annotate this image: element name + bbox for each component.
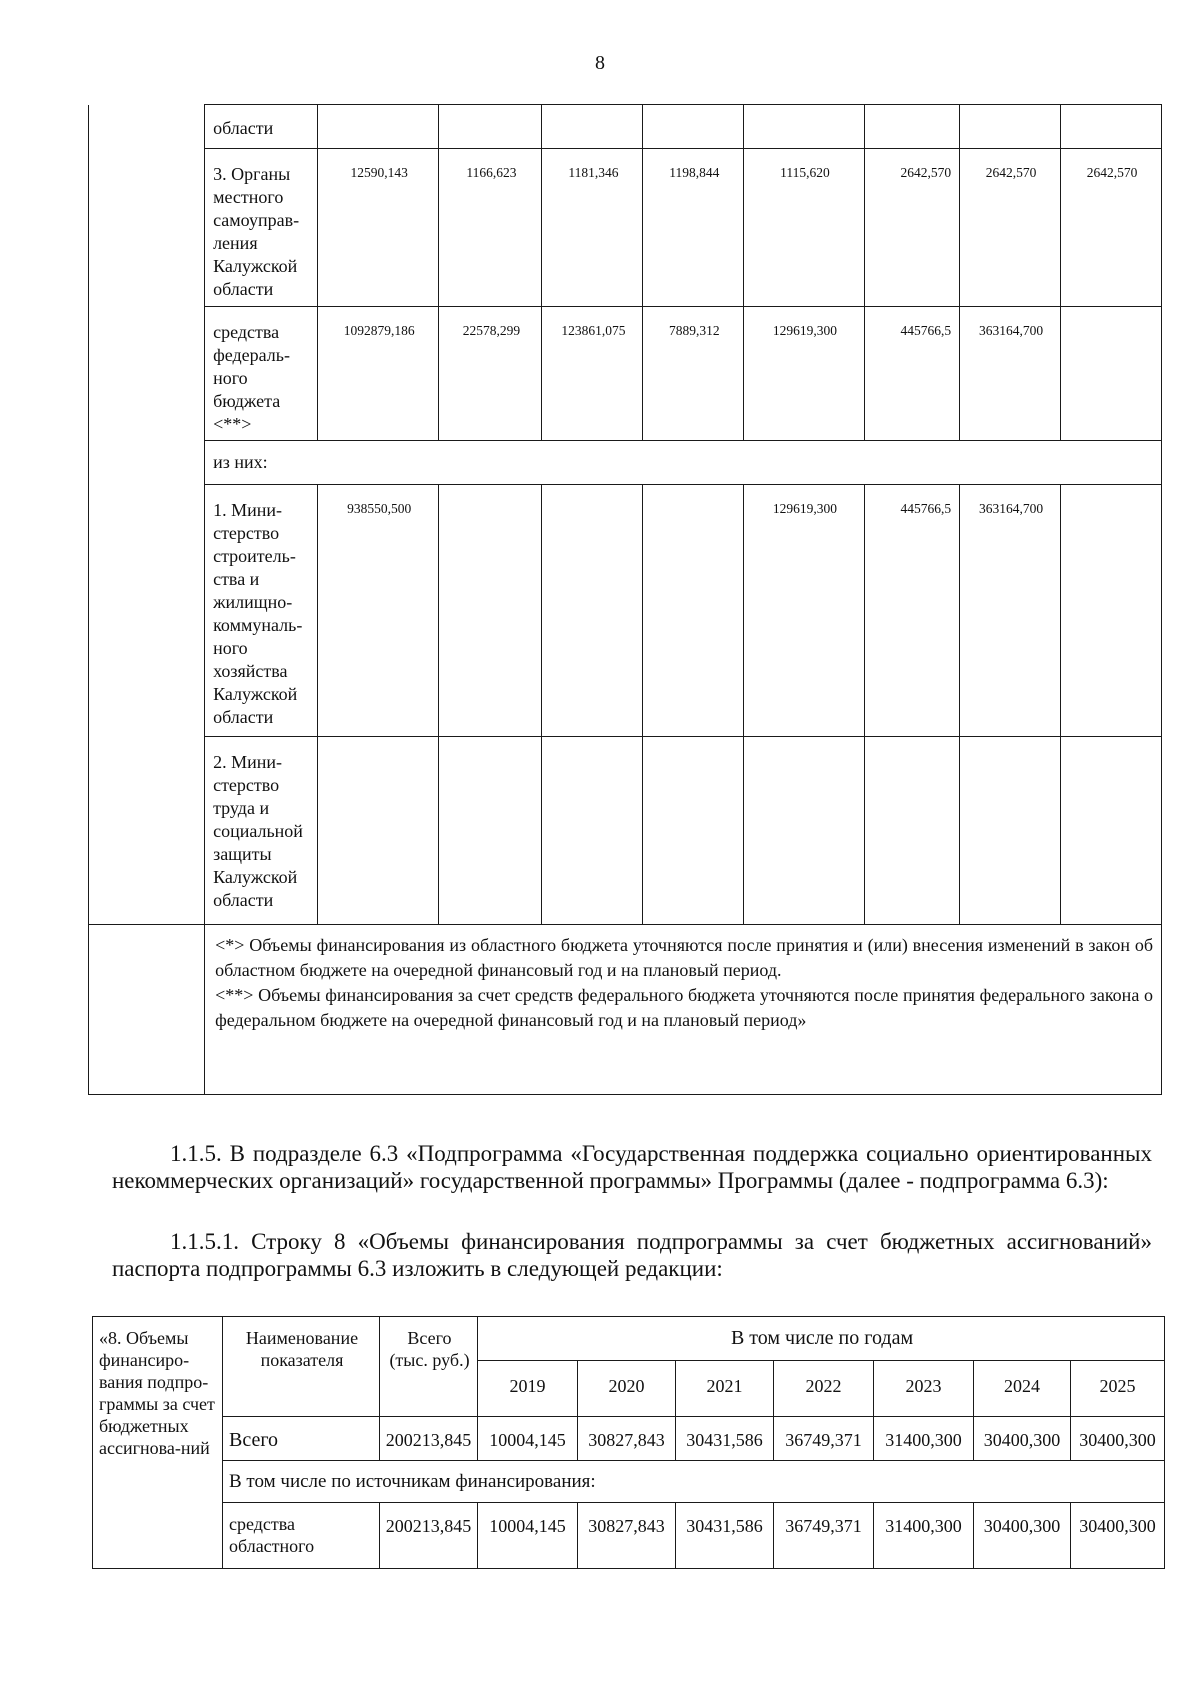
subheading-row: из них: [205,441,1162,485]
row-label: 1. Мини-стерство строитель-ства и жилищно-коммуналь-ного хозяйства Калужской области [205,485,318,737]
table-row [93,1417,1165,1461]
header-years-caption: В том числе по годам [478,1317,1165,1361]
table-row [89,307,1162,441]
value-cell: 1092879,186 [317,307,439,441]
year-header: 2021 [676,1361,774,1417]
year-header: 2025 [1071,1361,1165,1417]
value-cell: 200213,845 [380,1417,478,1461]
table-row [93,1317,1165,1361]
value-cell: 129619,300 [744,307,864,441]
table-row [89,737,1162,925]
value-cell: 2642,570 [960,149,1061,307]
value-cell [542,485,643,737]
row-label: 2. Мини-стерство труда и социальной защиты Калужской области [205,737,318,925]
value-cell: 123861,075 [542,307,643,441]
table-row [93,1461,1165,1503]
page-number: 8 [595,52,605,74]
subprogram-financing-table [92,1316,1165,1569]
table-row [93,1503,1165,1569]
table-row [89,105,1162,149]
row-label: средства областного [223,1503,380,1569]
value-cell: 445766,5 [864,307,959,441]
value-cell: 1198,844 [643,149,744,307]
year-header: 2020 [578,1361,676,1417]
value-cell: 30827,843 [578,1503,676,1569]
financing-table-continued [88,104,1162,1095]
row-label: средства федераль-ного бюджета <**> [205,307,318,441]
row-label: области [205,105,318,149]
year-header: 2023 [874,1361,974,1417]
value-cell: 1115,620 [744,149,864,307]
year-header: 2024 [974,1361,1071,1417]
header-total: Всего (тыс. руб.) [380,1317,478,1417]
header-name: Наименование показателя [223,1317,380,1417]
table-row [89,485,1162,737]
value-cell: 30400,300 [974,1417,1071,1461]
year-header: 2022 [774,1361,874,1417]
value-cell: 2642,570 [864,149,959,307]
paragraph-1-1-5-1: 1.1.5.1. Строку 8 «Объемы финансирования подпрограммы за счет бюджетных ассигнований» паспорта подпрограммы 6.3 изложить в следующей редакции: [112,1229,1152,1281]
value-cell: 30400,300 [974,1503,1071,1569]
row-label: 3. Органы местного самоуправ-ления Калужской области [205,149,318,307]
year-header: 2019 [478,1361,578,1417]
value-cell: 2642,570 [1061,149,1162,307]
value-cell [1061,485,1162,737]
value-cell: 22578,299 [439,307,542,441]
footnotes [205,925,1162,1095]
value-cell: 30827,843 [578,1417,676,1461]
value-cell: 30431,586 [676,1417,774,1461]
value-cell: 30400,300 [1071,1417,1165,1461]
value-cell: 36749,371 [774,1503,874,1569]
value-cell: 938550,500 [317,485,439,737]
value-cell [439,485,542,737]
value-cell: 36749,371 [774,1417,874,1461]
sources-caption: В том числе по источникам финансирования: [223,1461,1165,1503]
value-cell: 445766,5 [864,485,959,737]
value-cell: 31400,300 [874,1503,974,1569]
value-cell: 200213,845 [380,1503,478,1569]
value-cell: 10004,145 [478,1417,578,1461]
value-cell: 1181,346 [542,149,643,307]
footnote-1: <*> Объемы финансирования из областного бюджета уточняются после принятия и (или) внесения изменений в закон об областном бюджете на очередной финансовый год и на плановый период. [215,935,1153,980]
table-row [89,149,1162,307]
value-cell: 30400,300 [1071,1503,1165,1569]
value-cell: 1166,623 [439,149,542,307]
value-cell: 12590,143 [317,149,439,307]
table-row [89,441,1162,485]
row-label: Всего [223,1417,380,1461]
value-cell: 129619,300 [744,485,864,737]
paragraph-1-1-5: 1.1.5. В подразделе 6.3 «Подпрограмма «Государственная поддержка социально ориентированных некоммерческих организаций» государственной программы» Программы (далее - подпрограмма 6.3): [112,1141,1152,1193]
value-cell: 7889,312 [643,307,744,441]
value-cell: 363164,700 [960,307,1061,441]
footnote-2: <**> Объемы финансирования за счет средств федерального бюджета уточняются после принятия федерального закона о федеральном бюджете на очередной финансовый год и на плановый период» [215,985,1153,1030]
value-cell: 10004,145 [478,1503,578,1569]
left-margin-cell [89,105,205,925]
notes-row [89,925,1162,1095]
value-cell: 31400,300 [874,1417,974,1461]
row-title: «8. Объемы финансиро-вания подпро-граммы за счет бюджетных ассигнова-ний [93,1317,223,1569]
value-cell [643,485,744,737]
value-cell: 30431,586 [676,1503,774,1569]
value-cell: 363164,700 [960,485,1061,737]
value-cell [1061,307,1162,441]
